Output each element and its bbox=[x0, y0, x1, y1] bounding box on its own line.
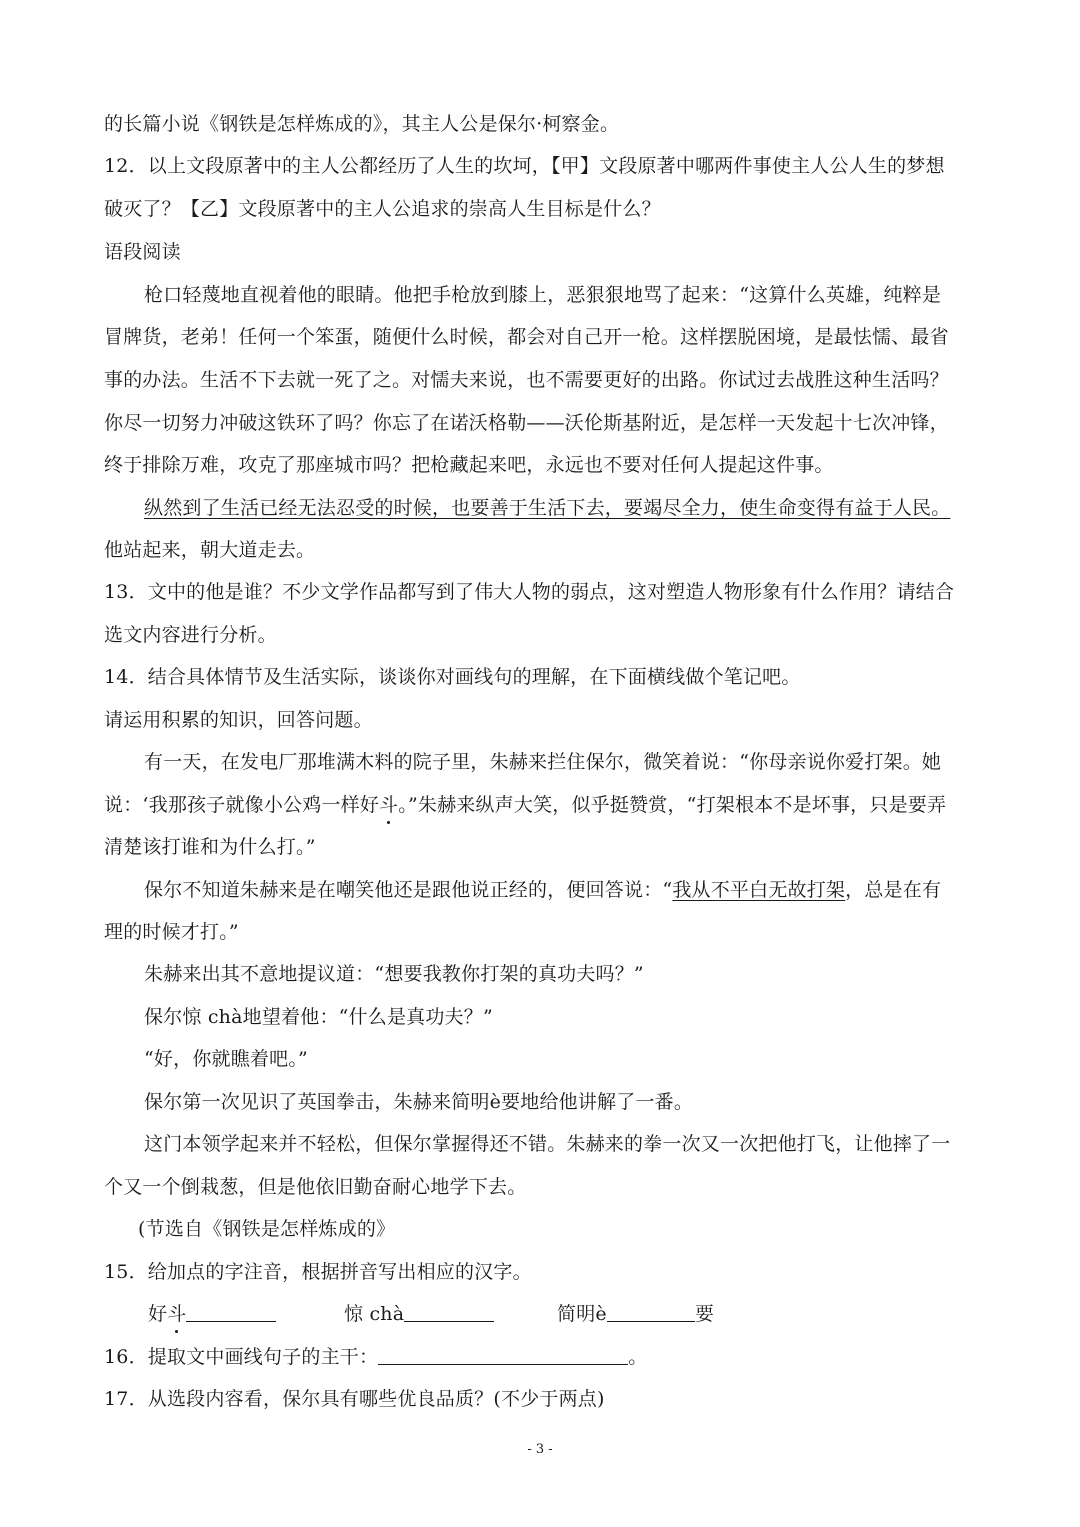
question-14: 14．结合具体情节及生活实际，谈谈你对画线句的理解，在下面横线做个笔记吧。 bbox=[104, 666, 801, 688]
passage-line: 枪口轻蔑地直视着他的眼睛。他把手枪放到膝上，恶狠狠地骂了起来：“这算什么英雄，纯粹是 bbox=[144, 284, 942, 306]
text-line: 的长篇小说《钢铁是怎样炼成的》，其主人公是保尔·柯察金。 bbox=[104, 113, 620, 135]
passage-line: 他站起来，朝大道走去。 bbox=[104, 539, 316, 561]
passage-line: 清楚该打谁和为什么打。” bbox=[104, 836, 316, 858]
passage-line: 事的办法。生活不下去就一死了之。对懦夫来说，也不需要更好的出路。你试过去战胜这种生活吗？ bbox=[104, 369, 949, 391]
question-13-cont: 选文内容进行分析。 bbox=[104, 624, 277, 646]
text-segment: 16．提取文中画线句子的主干： bbox=[104, 1346, 379, 1368]
text-segment: 保尔不知道朱赫来是在嘲笑他还是跟他说正经的，便回答说：“ bbox=[144, 879, 673, 901]
section-heading: 请运用积累的知识，回答问题。 bbox=[104, 709, 373, 731]
section-heading: 语段阅读 bbox=[104, 241, 181, 263]
answer-blank[interactable] bbox=[378, 1344, 628, 1365]
answer-item-1 bbox=[148, 1300, 276, 1328]
answer-blank[interactable] bbox=[607, 1301, 695, 1322]
passage-line: “好，你就瞧着吧。” bbox=[144, 1048, 308, 1070]
underlined-sentence: 纵然到了生活已经无法忍受的时候，也要善于生活下去，要竭尽全力，使生命变得有益于人民。 bbox=[144, 497, 951, 519]
question-13: 13．文中的他是谁？不少文学作品都写到了伟大人物的弱点，这对塑造人物形象有什么作用？请结合 bbox=[104, 581, 955, 603]
text-segment: 好 bbox=[148, 1303, 168, 1325]
answer-blank[interactable] bbox=[404, 1301, 494, 1322]
text-segment: 。”朱赫来纵声大笑，似乎挺赞赏，“打架根本不是坏事，只是要弄 bbox=[398, 794, 947, 816]
passage-line bbox=[144, 876, 941, 904]
question-15: 15．给加点的字注音，根据拼音写出相应的汉字。 bbox=[104, 1261, 532, 1283]
answer-item-2 bbox=[344, 1300, 494, 1328]
passage-line: 理的时候才打。” bbox=[104, 921, 239, 943]
text-segment: ，总是在有 bbox=[845, 879, 942, 901]
passage-line: 有一天，在发电厂那堆满木料的院子里，朱赫来拦住保尔，微笑着说：“你母亲说你爱打架。她 bbox=[144, 751, 942, 773]
passage-line: 冒牌货，老弟！任何一个笨蛋，随便什么时候，都会对自己开一枪。这样摆脱困境，是最怯懦、最省 bbox=[104, 326, 949, 348]
question-17: 17．从选段内容看，保尔具有哪些优良品质？(不少于两点) bbox=[104, 1388, 605, 1410]
answer-item-3 bbox=[557, 1300, 714, 1328]
question-16 bbox=[104, 1343, 647, 1371]
passage-line: 你尽一切努力冲破这铁环了吗？你忘了在诺沃格勒——沃伦斯基附近，是怎样一天发起十七次冲锋， bbox=[104, 412, 949, 434]
text-segment: 。 bbox=[628, 1346, 648, 1368]
question-12-cont: 破灭了？【乙】文段原著中的主人公追求的崇高人生目标是什么？ bbox=[104, 198, 661, 220]
text-segment: 简明è bbox=[557, 1303, 607, 1325]
source-note: (节选自《钢铁是怎样炼成的》 bbox=[138, 1218, 396, 1240]
question-12: 12．以上文段原著中的主人公都经历了人生的坎坷，【甲】文段原著中哪两件事使主人公人生的梦想 bbox=[104, 155, 945, 177]
passage-line: 朱赫来出其不意地提议道：“想要我教你打架的真功夫吗？” bbox=[144, 963, 644, 985]
passage-line: 个又一个倒栽葱，但是他依旧勤奋耐心地学下去。 bbox=[104, 1176, 527, 1198]
dotted-character: 斗 bbox=[167, 1300, 186, 1328]
page-number: - 3 - bbox=[527, 1442, 553, 1457]
passage-line: 终于排除万难，攻克了那座城市吗？把枪藏起来吧，永远也不要对任何人提起这件事。 bbox=[104, 454, 834, 476]
text-segment: 要 bbox=[694, 1303, 715, 1325]
dotted-character: 斗 bbox=[379, 791, 398, 819]
text-segment: 惊 chà bbox=[344, 1303, 405, 1325]
answer-blank[interactable] bbox=[186, 1301, 276, 1322]
passage-line: 这门本领学起来并不轻松，但保尔掌握得还不错。朱赫来的拳一次又一次把他打飞，让他摔了一 bbox=[144, 1133, 951, 1155]
passage-line: 保尔第一次见识了英国拳击，朱赫来简明è要地给他讲解了一番。 bbox=[144, 1091, 694, 1113]
text-segment: 说：‘我那孩子就像小公鸡一样好 bbox=[104, 794, 380, 816]
underlined-phrase: 我从不平白无故打架 bbox=[672, 879, 846, 901]
passage-line: 保尔惊 chà地望着他：“什么是真功夫？” bbox=[144, 1006, 493, 1028]
passage-line bbox=[104, 791, 946, 819]
